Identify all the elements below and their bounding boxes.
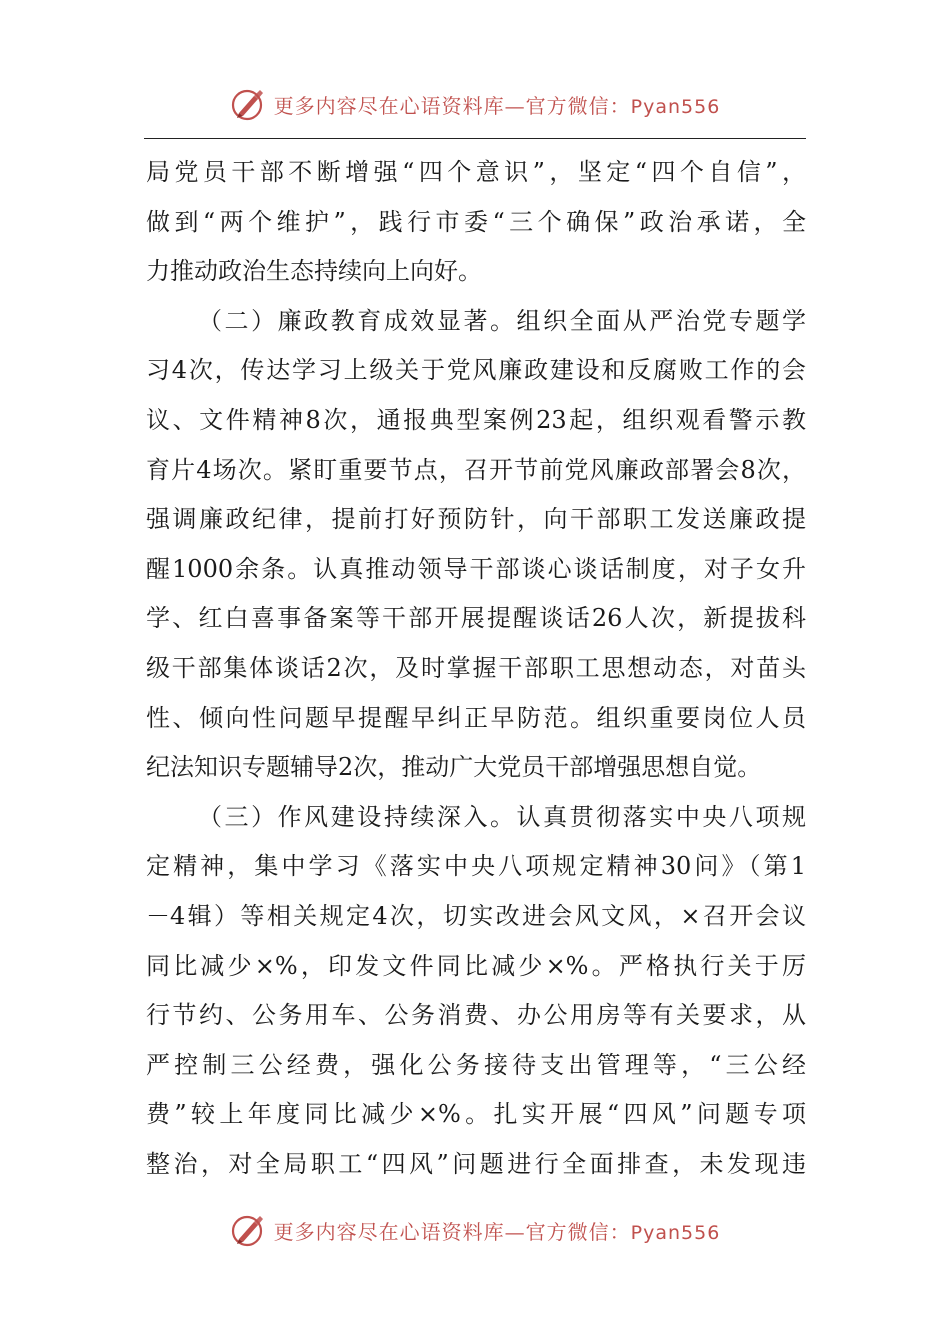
- text-line: 费”较上年度同比减少×%。扎实开展“四风”问题专项: [146, 1100, 806, 1129]
- text-line: 行节约、公务用车、公务消费、办公用房等有关要求，从: [146, 1001, 806, 1030]
- header-banner-text: 更多内容尽在心语资料库—官方微信：Pyan556: [273, 93, 721, 118]
- text-line: 学、红白喜事备案等干部开展提醒谈话26人次，新提拔科: [146, 604, 806, 633]
- text-line: 习4次，传达学习上级关于党风廉政建设和反腐败工作的会: [146, 356, 806, 385]
- text-line: 力推动政治生态持续向上向好。: [146, 257, 482, 286]
- text-line: 育片4场次。紧盯重要节点，召开节前党风廉政部署会8次，: [146, 455, 806, 484]
- pen-logo-icon: [230, 86, 266, 122]
- text-line: 做到“两个维护”，践行市委“三个确保”政治承诺，全: [146, 207, 806, 236]
- text-line: 性、倾向性问题早提醒早纠正早防范。组织重要岗位人员: [146, 703, 806, 732]
- footer-banner: [0, 1210, 950, 1250]
- text-line: 同比减少×%，印发文件同比减少×%。严格执行关于厉: [146, 951, 806, 980]
- document-body: [146, 148, 806, 1189]
- text-line: 醒1000余条。认真推动领导干部谈心谈话制度，对子女升: [146, 554, 806, 583]
- section-heading-line: （三）作风建设持续深入。认真贯彻落实中央八项规: [198, 802, 806, 831]
- text-line: 严控制三公经费，强化公务接待支出管理等，“三公经: [146, 1050, 806, 1079]
- text-line: 纪法知识专题辅导2次，推动广大党员干部增强思想自觉。: [146, 753, 762, 782]
- footer-banner-text: 更多内容尽在心语资料库—官方微信：Pyan556: [273, 1219, 721, 1244]
- text-line: －4辑）等相关规定4次，切实改进会风文风，×召开会议: [146, 901, 806, 930]
- text-line: 局党员干部不断增强“四个意识”，坚定“四个自信”，: [146, 158, 806, 186]
- text-line: 级干部集体谈话2次，及时掌握干部职工思想动态，对苗头: [146, 653, 806, 682]
- section-heading-line: （二）廉政教育成效显著。组织全面从严治党专题学: [198, 306, 806, 335]
- pen-logo-icon: [230, 1212, 266, 1248]
- text-line: 整治，对全局职工“四风”问题进行全面排查，未发现违: [146, 1149, 806, 1178]
- header-divider: [144, 138, 806, 139]
- text-line: 议、文件精神8次，通报典型案例23起，组织观看警示教: [146, 405, 806, 434]
- text-line: 定精神，集中学习《落实中央八项规定精神30问》（第1: [146, 852, 806, 881]
- header-banner: [0, 84, 950, 124]
- text-line: 强调廉政纪律，提前打好预防针，向干部职工发送廉政提: [146, 505, 806, 534]
